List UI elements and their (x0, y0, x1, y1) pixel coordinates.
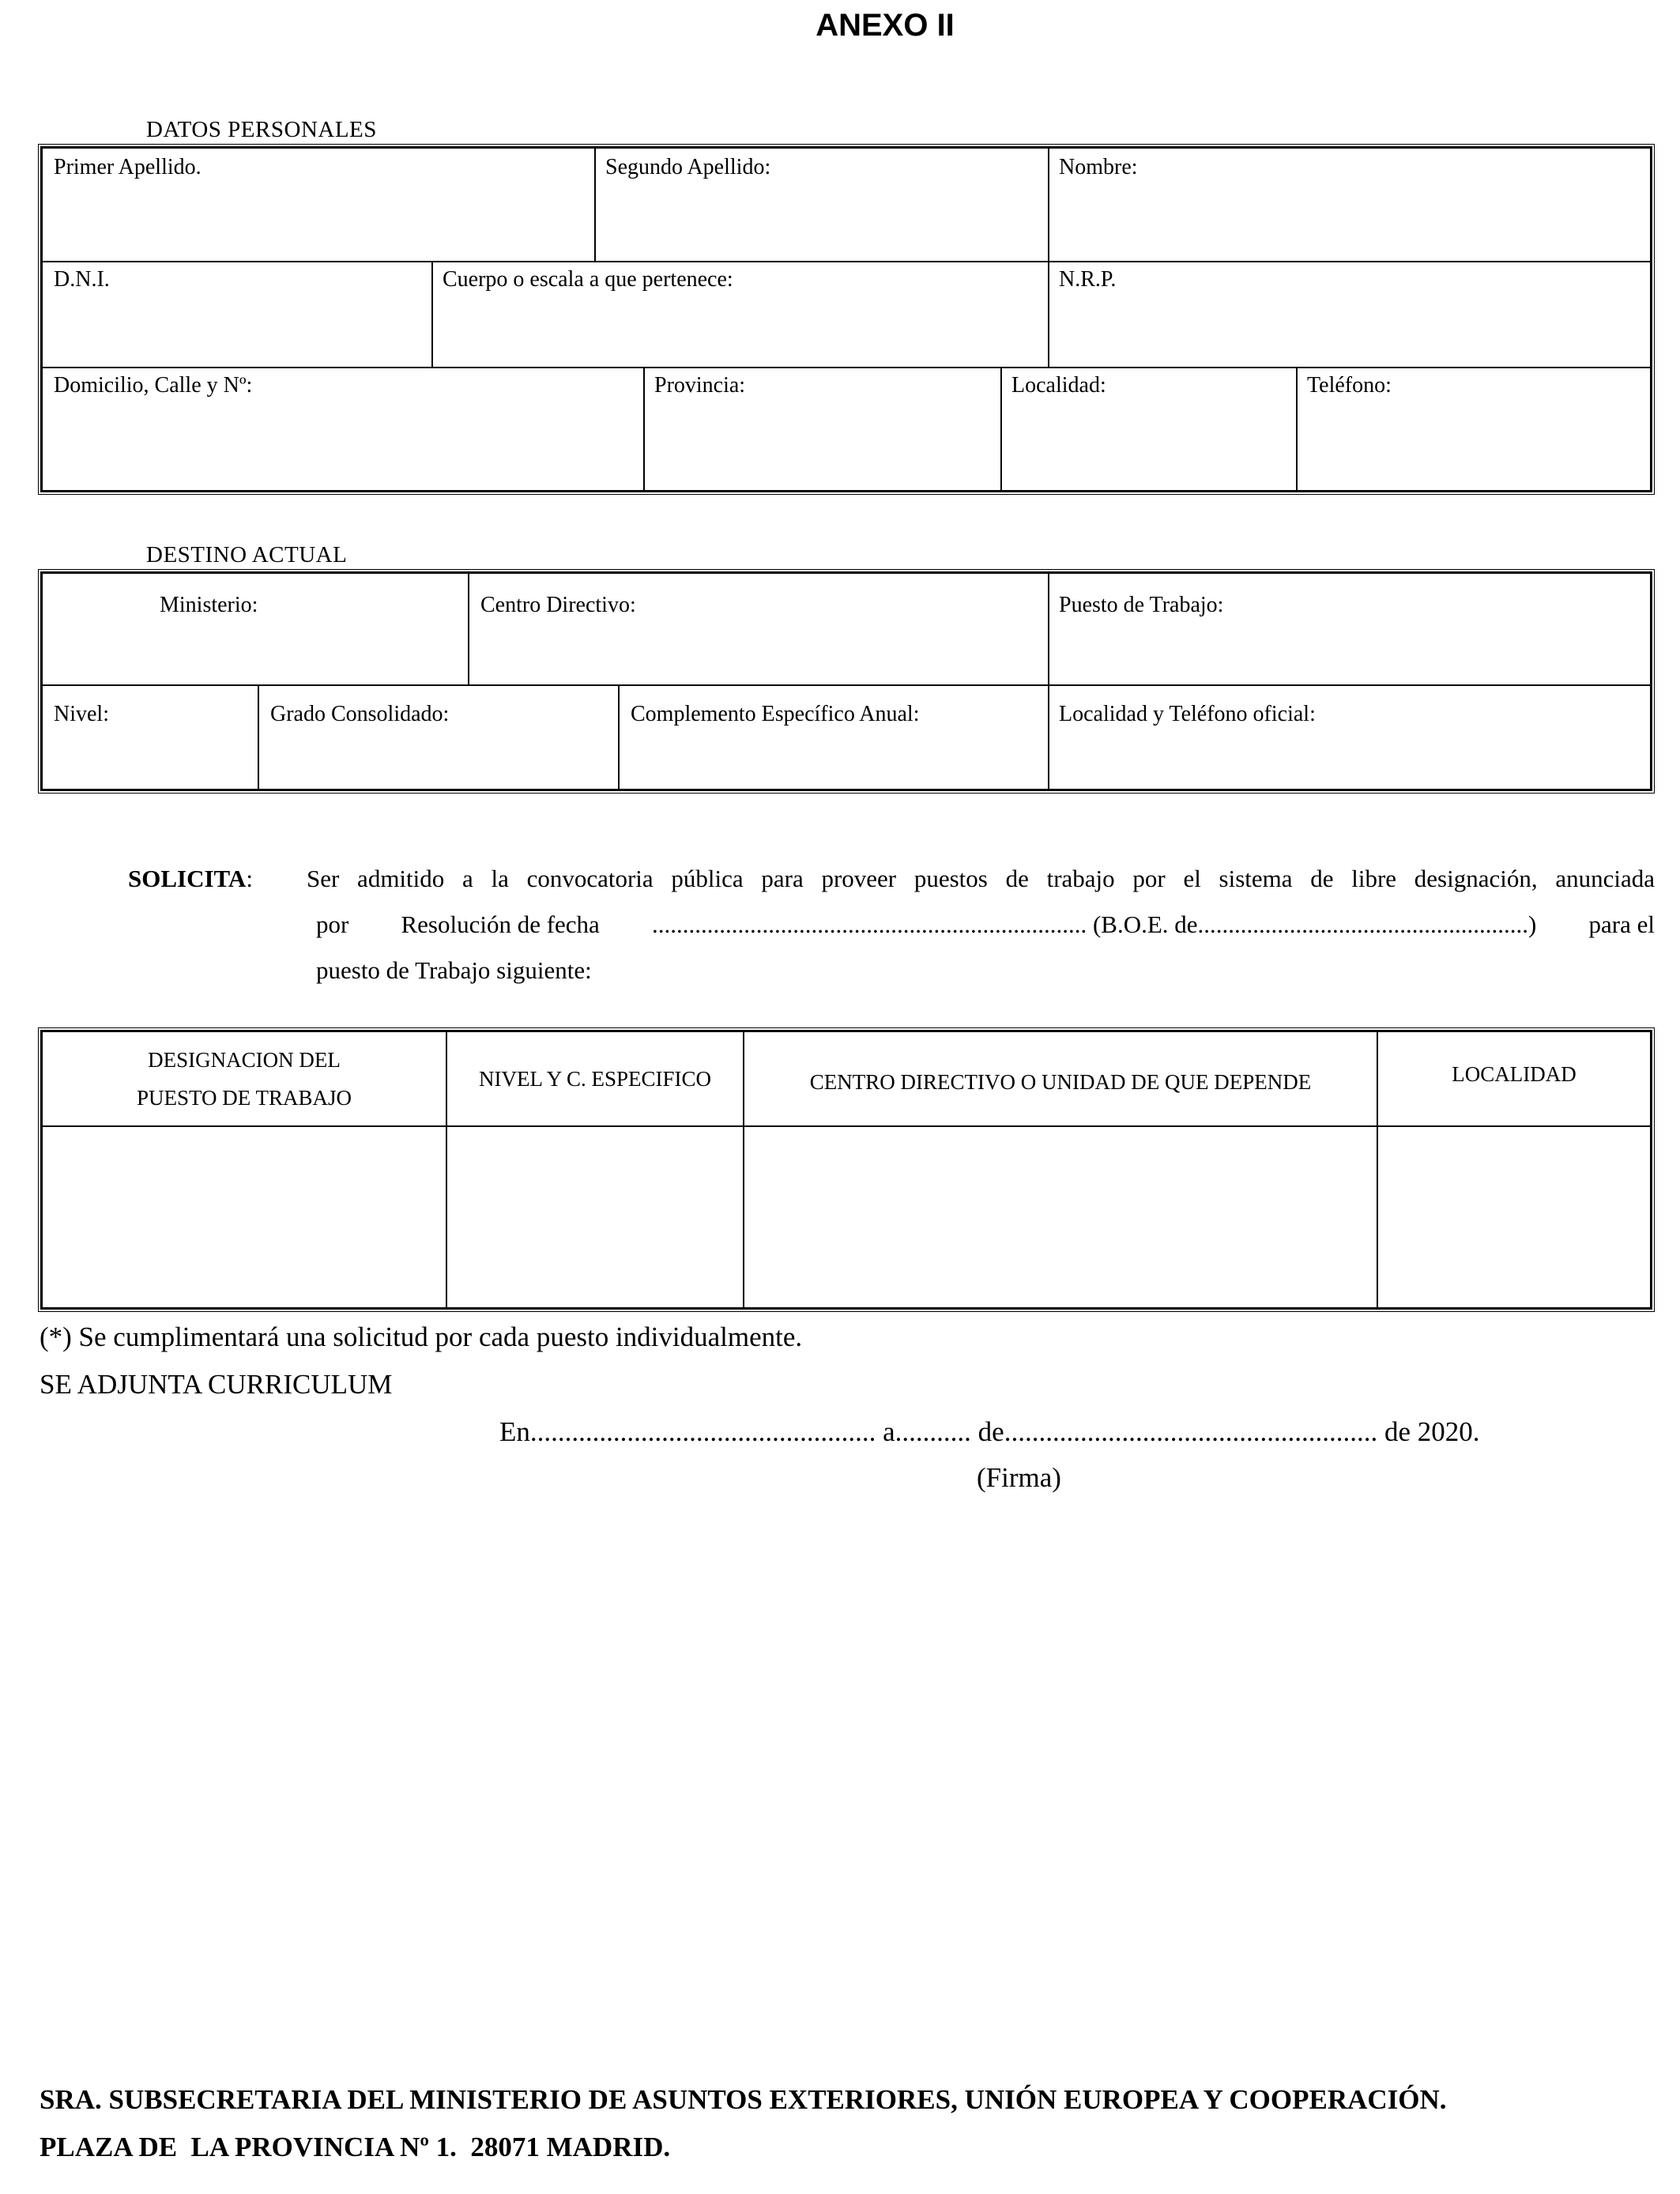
centro-directivo-field[interactable] (468, 572, 1049, 686)
puesto-nivel-cell[interactable] (446, 1125, 744, 1309)
segundo-apellido-field[interactable] (594, 147, 1049, 262)
solicita-label: SOLICITA (128, 865, 247, 892)
puesto-table-header-designacion (41, 1031, 447, 1127)
ministerio-label: Ministerio: (160, 593, 258, 617)
telefono-label: Teléfono: (1307, 373, 1392, 398)
solicita-line-3: puesto de Trabajo siguiente: (316, 956, 592, 984)
solicita-para-el: para el (1588, 910, 1655, 938)
nombre-label: Nombre: (1059, 155, 1138, 179)
primer-apellido-label: Primer Apellido. (54, 155, 202, 179)
puesto-centro-cell[interactable] (743, 1125, 1378, 1309)
solicita-por: por (316, 910, 349, 938)
datos-personales-heading: DATOS PERSONALES (146, 117, 377, 142)
solicita-line-2 (316, 902, 1655, 948)
nivel-especifico-label: NIVEL Y C. ESPECIFICO (478, 1067, 711, 1091)
fecha-line: En.................................................. a........... de...................................................... de 2020. (499, 1416, 1480, 1447)
complemento-field[interactable] (618, 684, 1049, 790)
provincia-field[interactable] (643, 367, 1002, 492)
complemento-label: Complemento Específico Anual: (631, 702, 920, 726)
solicita-line-1: Ser admitido a la convocatoria pública para proveer puestos de trabajo por el sistema de libre designación, anunciada (307, 865, 1655, 892)
solicita-resolucion: Resolución de fecha (401, 910, 600, 938)
centro-directivo-label: Centro Directivo: (480, 593, 636, 617)
designacion-line-2: PUESTO DE TRABAJO (136, 1086, 352, 1110)
puesto-table (38, 1027, 1655, 1312)
firma-label: (Firma) (977, 1462, 1061, 1493)
datos-personales-frame (38, 144, 1655, 495)
segundo-apellido-label: Segundo Apellido: (605, 155, 771, 179)
localidad-telefono-label: Localidad y Teléfono oficial: (1059, 702, 1316, 726)
puesto-localidad-cell[interactable] (1377, 1125, 1652, 1309)
solicita-block (128, 856, 253, 902)
page-title: ANEXO II (816, 8, 955, 43)
nivel-label: Nivel: (54, 702, 109, 726)
domicilio-label: Domicilio, Calle y Nº: (54, 373, 253, 398)
cuerpo-field[interactable] (431, 261, 1049, 368)
dni-label: D.N.I. (54, 267, 110, 292)
localidad-col-label: LOCALIDAD (1452, 1062, 1576, 1086)
adjunta-curriculum: SE ADJUNTA CURRICULUM (40, 1369, 393, 1400)
telefono-field[interactable] (1296, 367, 1652, 492)
nrp-label: N.R.P. (1059, 267, 1117, 292)
localidad-label: Localidad: (1011, 373, 1106, 398)
primer-apellido-field[interactable] (41, 147, 596, 262)
nota-text: (*) Se cumplimentará una solicitud por cada puesto individualmente. (40, 1321, 803, 1352)
footer-address: PLAZA DE LA PROVINCIA Nº 1. 28071 MADRID. (40, 2132, 671, 2162)
domicilio-field[interactable] (41, 367, 645, 492)
ministerio-field[interactable] (41, 572, 469, 686)
centro-unidad-label: CENTRO DIRECTIVO O UNIDAD DE QUE DEPENDE (809, 1070, 1312, 1094)
nivel-field[interactable] (41, 684, 259, 790)
solicita-colon: : (246, 865, 253, 892)
puesto-table-header-centro (743, 1031, 1378, 1127)
grado-consolidado-field[interactable] (258, 684, 620, 790)
provincia-label: Provincia: (654, 373, 746, 398)
puesto-table-header-localidad (1377, 1031, 1652, 1127)
puesto-trabajo-label: Puesto de Trabajo: (1059, 593, 1224, 617)
puesto-table-header-nivel (446, 1031, 744, 1127)
nombre-field[interactable] (1048, 147, 1652, 262)
localidad-field[interactable] (1000, 367, 1298, 492)
solicita-fecha-dots: ....................................................................... (B.O.E. de......................................................) (651, 910, 1537, 938)
destino-actual-frame (38, 569, 1655, 794)
nrp-field[interactable] (1048, 261, 1652, 368)
cuerpo-label: Cuerpo o escala a que pertenece: (443, 267, 733, 292)
destino-actual-heading: DESTINO ACTUAL (146, 542, 348, 567)
puesto-trabajo-field[interactable] (1048, 572, 1652, 686)
designacion-line-1: DESIGNACION DEL (148, 1048, 341, 1072)
footer-addressee: SRA. SUBSECRETARIA DEL MINISTERIO DE ASUNTOS EXTERIORES, UNIÓN EUROPEA Y COOPERACIÓN. (40, 2084, 1447, 2115)
dni-field[interactable] (41, 261, 433, 368)
puesto-designacion-cell[interactable] (41, 1125, 447, 1309)
grado-consolidado-label: Grado Consolidado: (270, 702, 450, 726)
localidad-telefono-field[interactable] (1048, 684, 1652, 790)
